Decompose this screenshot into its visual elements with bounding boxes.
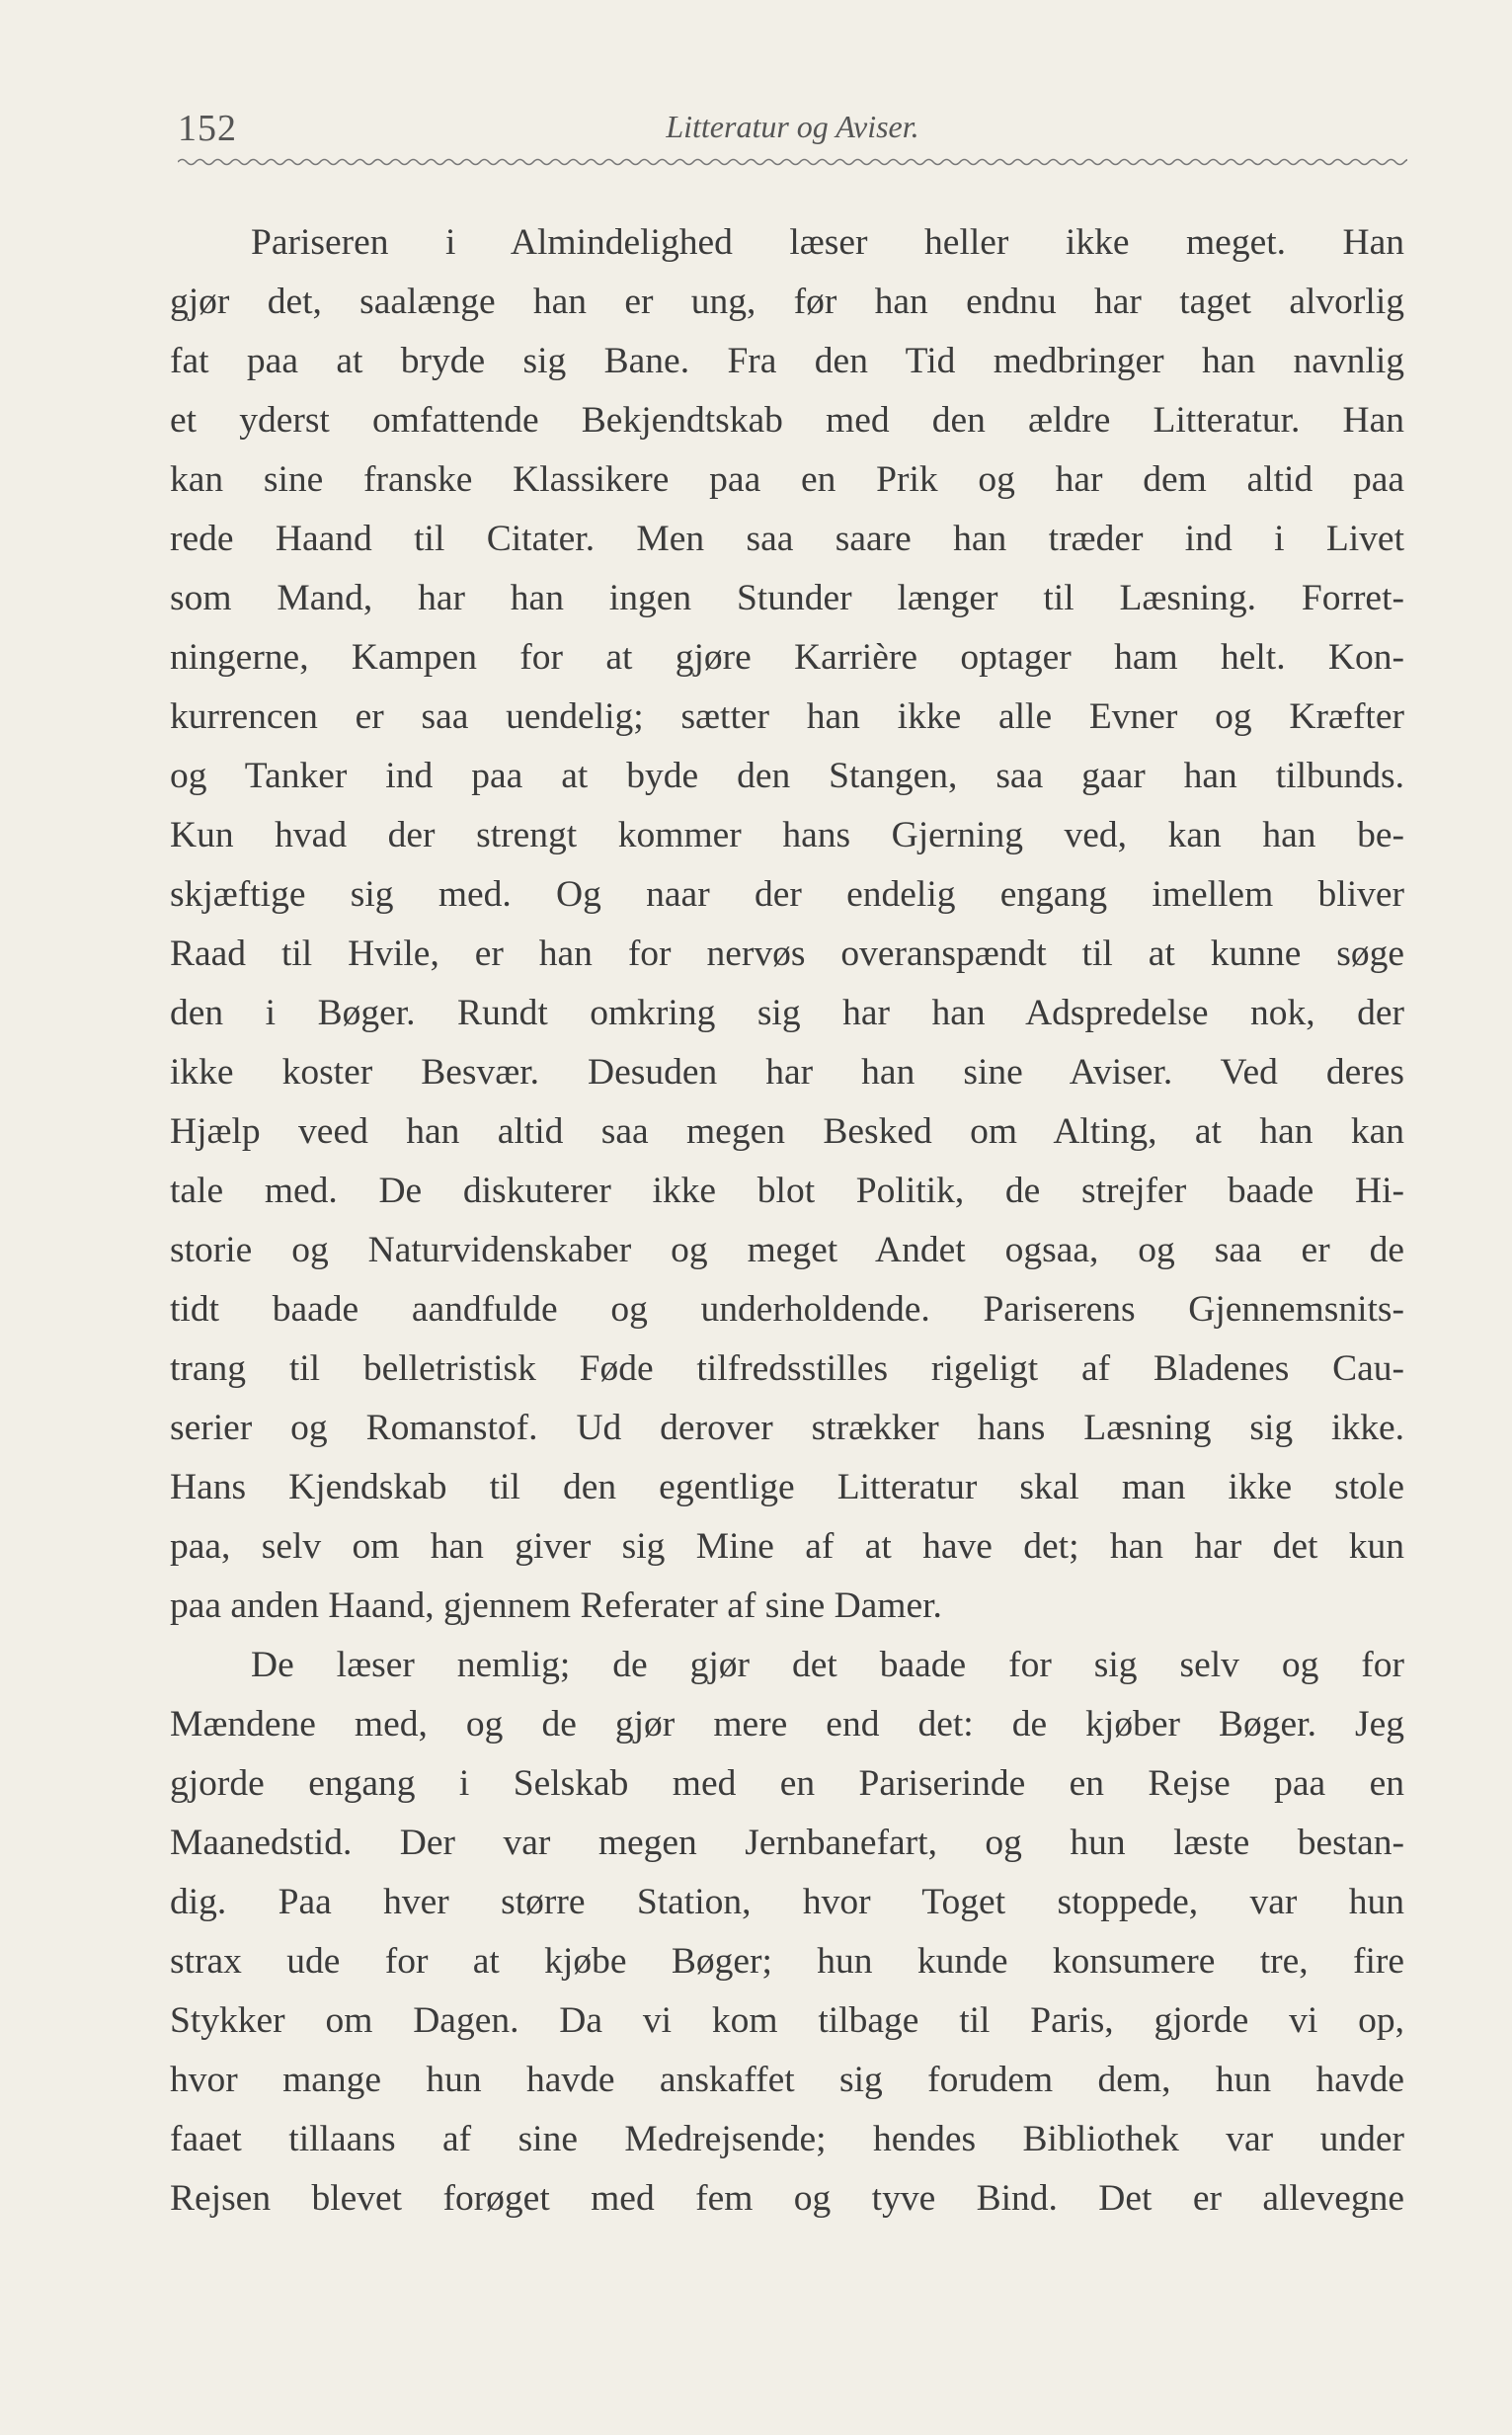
page-header [178,107,1407,149]
text-line: gjorde engang i Selskab med en Pariserinde en Rejse paa en [170,1763,1404,1804]
text-line: tidt baade aandfulde og underholdende. Pariserens Gjennemsnits- [170,1289,1404,1330]
text-line: ikke koster Besvær. Desuden har han sine Aviser. Ved deres [170,1052,1404,1093]
text-line: strax ude for at kjøbe Bøger; hun kunde konsumere tre, fire [170,1941,1404,1982]
text-line: fat paa at bryde sig Bane. Fra den Tid medbringer han navnlig [170,341,1404,381]
text-line: serier og Romanstof. Ud derover strækker hans Læsning sig ikke. [170,1408,1404,1448]
text-line: den i Bøger. Rundt omkring sig har han Adspredelse nok, der [170,993,1404,1033]
text-line: Raad til Hvile, er han for nervøs overanspændt til at kunne søge [170,933,1404,974]
text-line: rede Haand til Citater. Men saa saare han træder ind i Livet [170,519,1404,559]
text-line: dig. Paa hver større Station, hvor Toget stoppede, var hun [170,1882,1404,1922]
text-line: kan sine franske Klassikere paa en Prik og har dem altid paa [170,459,1404,500]
text-line: tale med. De diskuterer ikke blot Politik, de strejfer baade Hi- [170,1171,1404,1211]
text-line: hvor mange hun havde anskaffet sig forudem dem, hun havde [170,2060,1404,2100]
paragraph [170,1636,1404,2229]
text-line: Mændene med, og de gjør mere end det: de kjøber Bøger. Jeg [170,1704,1404,1745]
text-line: faaet tillaans af sine Medrejsende; hendes Bibliothek var under [170,2119,1404,2159]
text-line: og Tanker ind paa at byde den Stangen, saa gaar han tilbunds. [170,756,1404,796]
text-line: Rejsen blevet forøget med fem og tyve Bind. Det er allevegne [170,2178,1404,2219]
text-line: Stykker om Dagen. Da vi kom tilbage til Paris, gjorde vi op, [170,2000,1404,2041]
paragraph [170,213,1404,1636]
text-body [170,213,1404,2229]
text-line: Pariseren i Almindelighed læser heller ikke meget. Han [251,222,1404,263]
ornamental-rule [178,154,1407,170]
text-line: Maanedstid. Der var megen Jernbanefart, og hun læste bestan- [170,1823,1404,1863]
text-line: gjør det, saalænge han er ung, før han endnu har taget alvorlig [170,282,1404,322]
text-line: Hjælp veed han altid saa megen Besked om Alting, at han kan [170,1111,1404,1152]
text-line: Hans Kjendskab til den egentlige Litteratur skal man ikke stole [170,1467,1404,1507]
text-line: paa, selv om han giver sig Mine af at have det; han har det kun [170,1526,1404,1567]
running-title: Litteratur og Aviser. [666,109,919,144]
text-line: Kun hvad der strengt kommer hans Gjerning ved, kan han be- [170,815,1404,855]
text-line: et yderst omfattende Bekjendtskab med den ældre Litteratur. Han [170,400,1404,441]
text-line: De læser nemlig; de gjør det baade for sig selv og for [251,1645,1404,1685]
text-line: som Mand, har han ingen Stunder længer til Læsning. Forret- [170,578,1404,618]
text-line: skjæftige sig med. Og naar der endelig engang imellem bliver [170,874,1404,915]
page-number: 152 [178,108,237,149]
text-line: storie og Naturvidenskaber og meget Andet ogsaa, og saa er de [170,1230,1404,1270]
text-line: ningerne, Kampen for at gjøre Karrière optager ham helt. Kon- [170,637,1404,678]
text-line: kurrencen er saa uendelig; sætter han ikke alle Evner og Kræfter [170,696,1404,737]
text-line: trang til belletristisk Føde tilfredsstilles rigeligt af Bladenes Cau- [170,1348,1404,1389]
text-line: paa anden Haand, gjennem Referater af sine Damer. [170,1585,942,1626]
